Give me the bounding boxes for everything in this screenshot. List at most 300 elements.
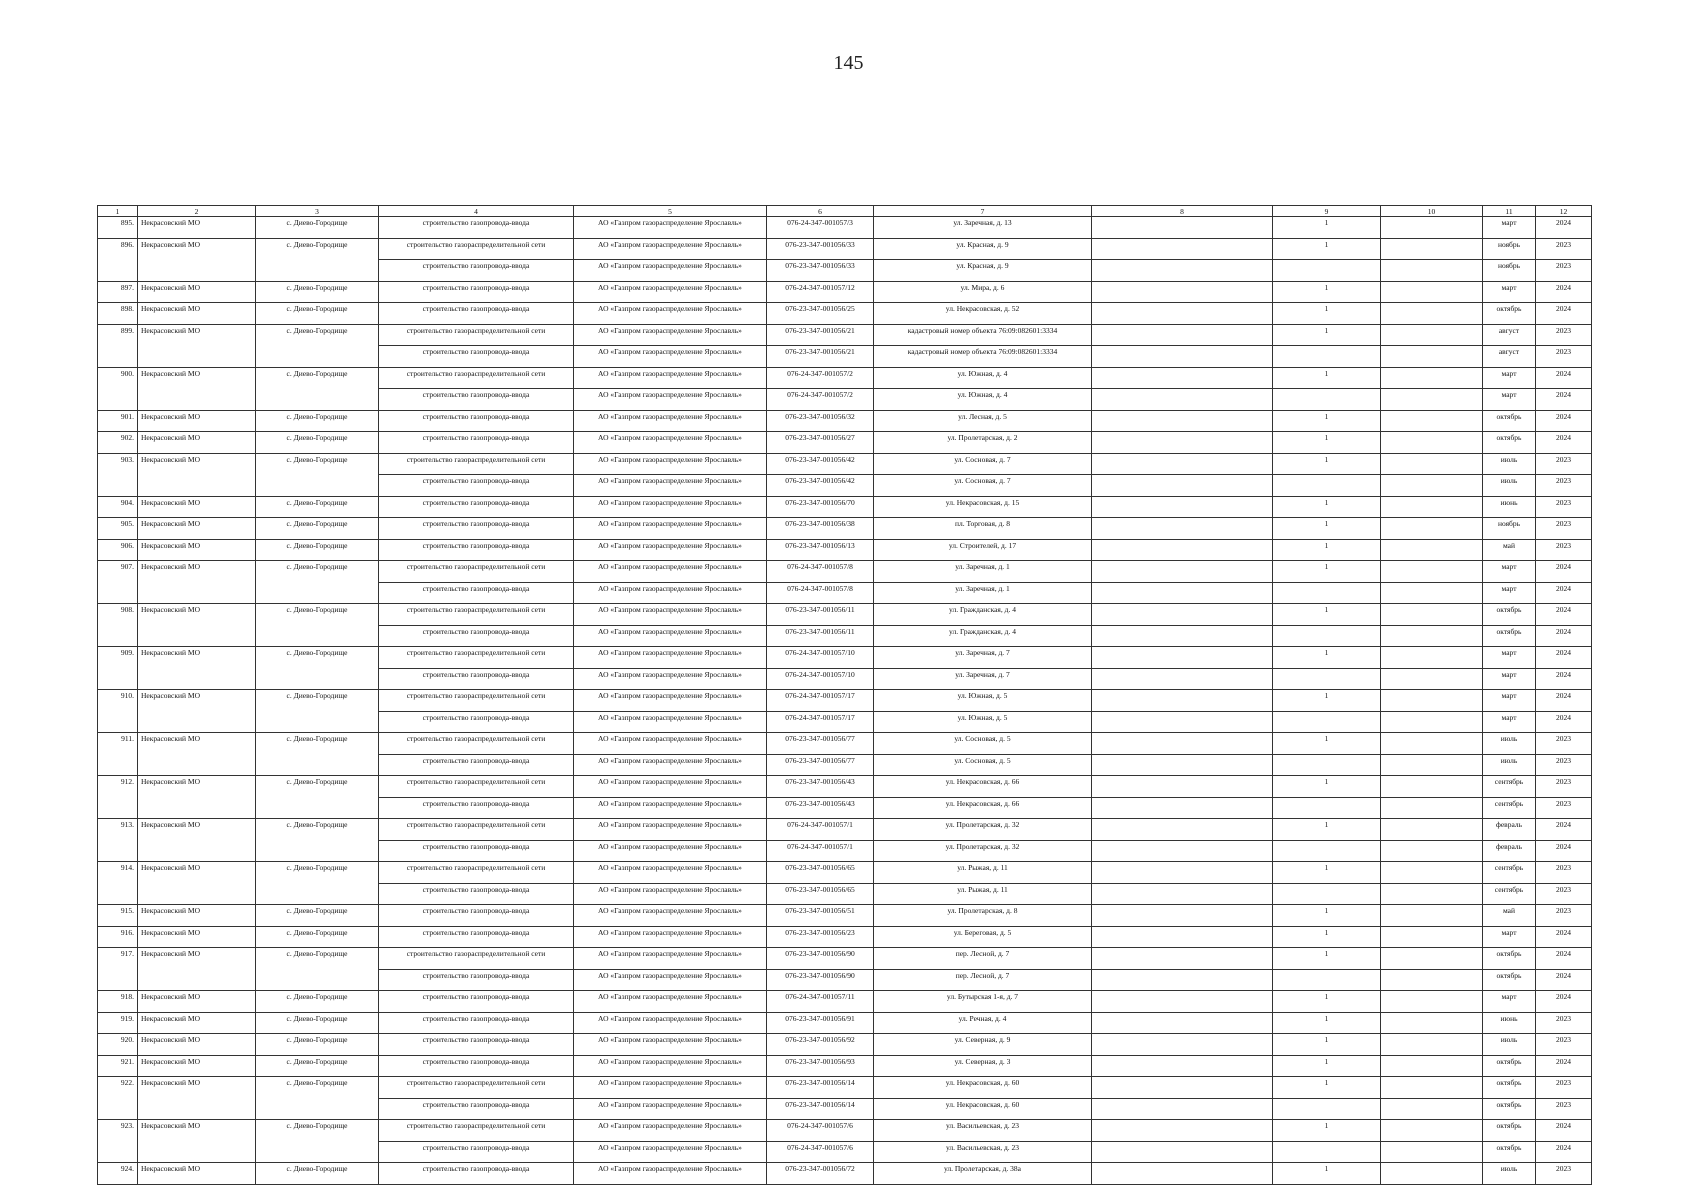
count-cell xyxy=(1273,346,1381,368)
count-cell: 1 xyxy=(1273,776,1381,798)
settlement-cell: с. Диево-Городище xyxy=(256,1034,379,1056)
column-number-5: 5 xyxy=(574,206,767,217)
row-number-cell: 920. xyxy=(98,1034,138,1056)
table-row xyxy=(98,217,1592,239)
table-row xyxy=(98,281,1592,303)
column-8-cell xyxy=(1092,324,1273,346)
column-10-cell xyxy=(1381,754,1483,776)
address-cell: ул. Северная, д. 3 xyxy=(874,1055,1092,1077)
organization-cell: АО «Газпром газораспределение Ярославль» xyxy=(574,754,767,776)
settlement-cell: с. Диево-Городище xyxy=(256,604,379,647)
work-type-cell: строительство газопровода-ввода xyxy=(379,883,574,905)
count-cell: 1 xyxy=(1273,733,1381,755)
month-cell: июнь xyxy=(1483,1012,1536,1034)
table-row xyxy=(98,238,1592,260)
row-number-cell: 896. xyxy=(98,238,138,281)
contract-number-cell: 076-24-347-001057/17 xyxy=(767,690,874,712)
year-cell: 2023 xyxy=(1536,453,1592,475)
organization-cell: АО «Газпром газораспределение Ярославль» xyxy=(574,496,767,518)
year-cell: 2023 xyxy=(1536,475,1592,497)
column-8-cell xyxy=(1092,582,1273,604)
address-cell: пер. Лесной, д. 7 xyxy=(874,969,1092,991)
municipality-cell: Некрасовский МО xyxy=(138,948,256,991)
settlement-cell: с. Диево-Городище xyxy=(256,1012,379,1034)
settlement-cell: с. Диево-Городище xyxy=(256,647,379,690)
organization-cell: АО «Газпром газораспределение Ярославль» xyxy=(574,217,767,239)
column-10-cell xyxy=(1381,819,1483,841)
month-cell: октябрь xyxy=(1483,1077,1536,1099)
row-number-cell: 898. xyxy=(98,303,138,325)
table-row xyxy=(98,690,1592,712)
column-10-cell xyxy=(1381,1141,1483,1163)
organization-cell: АО «Газпром газораспределение Ярославль» xyxy=(574,862,767,884)
work-type-cell: строительство газопровода-ввода xyxy=(379,389,574,411)
municipality-cell: Некрасовский МО xyxy=(138,1034,256,1056)
address-cell: ул. Южная, д. 5 xyxy=(874,711,1092,733)
year-cell: 2023 xyxy=(1536,346,1592,368)
year-cell: 2024 xyxy=(1536,690,1592,712)
count-cell: 1 xyxy=(1273,496,1381,518)
row-number-cell: 908. xyxy=(98,604,138,647)
work-type-cell: строительство газопровода-ввода xyxy=(379,1141,574,1163)
address-cell: ул. Некрасовская, д. 15 xyxy=(874,496,1092,518)
column-10-cell xyxy=(1381,475,1483,497)
address-cell: ул. Некрасовская, д. 66 xyxy=(874,797,1092,819)
year-cell: 2024 xyxy=(1536,1055,1592,1077)
year-cell: 2024 xyxy=(1536,410,1592,432)
contract-number-cell: 076-23-347-001056/42 xyxy=(767,453,874,475)
organization-cell: АО «Газпром газораспределение Ярославль» xyxy=(574,1120,767,1142)
table-row xyxy=(98,1163,1592,1185)
row-number-cell: 917. xyxy=(98,948,138,991)
table-row xyxy=(98,496,1592,518)
count-cell xyxy=(1273,754,1381,776)
organization-cell: АО «Газпром газораспределение Ярославль» xyxy=(574,518,767,540)
work-type-cell: строительство газораспределительной сети xyxy=(379,1120,574,1142)
work-type-cell: строительство газопровода-ввода xyxy=(379,991,574,1013)
address-cell: ул. Сосновая, д. 5 xyxy=(874,733,1092,755)
organization-cell: АО «Газпром газораспределение Ярославль» xyxy=(574,690,767,712)
column-8-cell xyxy=(1092,862,1273,884)
table-row xyxy=(98,1034,1592,1056)
month-cell: сентябрь xyxy=(1483,776,1536,798)
work-type-cell: строительство газопровода-ввода xyxy=(379,625,574,647)
work-type-cell: строительство газопровода-ввода xyxy=(379,754,574,776)
count-cell xyxy=(1273,1141,1381,1163)
column-8-cell xyxy=(1092,690,1273,712)
year-cell: 2024 xyxy=(1536,948,1592,970)
column-8-cell xyxy=(1092,797,1273,819)
municipality-cell: Некрасовский МО xyxy=(138,238,256,281)
month-cell: октябрь xyxy=(1483,1098,1536,1120)
row-number-cell: 899. xyxy=(98,324,138,367)
settlement-cell: с. Диево-Городище xyxy=(256,1055,379,1077)
work-type-cell: строительство газопровода-ввода xyxy=(379,1163,574,1185)
work-type-cell: строительство газопровода-ввода xyxy=(379,303,574,325)
settlement-cell: с. Диево-Городище xyxy=(256,733,379,776)
settlement-cell: с. Диево-Городище xyxy=(256,948,379,991)
column-number-9: 9 xyxy=(1273,206,1381,217)
column-10-cell xyxy=(1381,389,1483,411)
column-number-6: 6 xyxy=(767,206,874,217)
municipality-cell: Некрасовский МО xyxy=(138,604,256,647)
work-type-cell: строительство газопровода-ввода xyxy=(379,410,574,432)
column-8-cell xyxy=(1092,711,1273,733)
address-cell: ул. Васильевская, д. 23 xyxy=(874,1120,1092,1142)
settlement-cell: с. Диево-Городище xyxy=(256,905,379,927)
table-row xyxy=(98,1120,1592,1142)
column-number-10: 10 xyxy=(1381,206,1483,217)
column-8-cell xyxy=(1092,453,1273,475)
month-cell: сентябрь xyxy=(1483,862,1536,884)
organization-cell: АО «Газпром газораспределение Ярославль» xyxy=(574,733,767,755)
municipality-cell: Некрасовский МО xyxy=(138,453,256,496)
table-row xyxy=(98,905,1592,927)
count-cell: 1 xyxy=(1273,604,1381,626)
column-8-cell xyxy=(1092,1012,1273,1034)
settlement-cell: с. Диево-Городище xyxy=(256,324,379,367)
municipality-cell: Некрасовский МО xyxy=(138,561,256,604)
municipality-cell: Некрасовский МО xyxy=(138,410,256,432)
contract-number-cell: 076-23-347-001056/90 xyxy=(767,969,874,991)
row-number-cell: 911. xyxy=(98,733,138,776)
address-cell: кадастровый номер объекта 76:09:082601:3334 xyxy=(874,346,1092,368)
year-cell: 2024 xyxy=(1536,389,1592,411)
organization-cell: АО «Газпром газораспределение Ярославль» xyxy=(574,883,767,905)
contract-number-cell: 076-23-347-001056/38 xyxy=(767,518,874,540)
row-number-cell: 921. xyxy=(98,1055,138,1077)
column-number-header xyxy=(98,206,1592,217)
year-cell: 2023 xyxy=(1536,754,1592,776)
municipality-cell: Некрасовский МО xyxy=(138,496,256,518)
row-number-cell: 897. xyxy=(98,281,138,303)
column-8-cell xyxy=(1092,668,1273,690)
contract-number-cell: 076-24-347-001057/8 xyxy=(767,582,874,604)
row-number-cell: 916. xyxy=(98,926,138,948)
month-cell: июль xyxy=(1483,1034,1536,1056)
row-number-cell: 914. xyxy=(98,862,138,905)
work-type-cell: строительство газопровода-ввода xyxy=(379,926,574,948)
organization-cell: АО «Газпром газораспределение Ярославль» xyxy=(574,1012,767,1034)
contract-number-cell: 076-23-347-001056/33 xyxy=(767,260,874,282)
count-cell: 1 xyxy=(1273,539,1381,561)
organization-cell: АО «Газпром газораспределение Ярославль» xyxy=(574,711,767,733)
address-cell: ул. Сосновая, д. 7 xyxy=(874,453,1092,475)
page-number: 145 xyxy=(833,52,864,74)
column-10-cell xyxy=(1381,1077,1483,1099)
count-cell xyxy=(1273,668,1381,690)
table-row xyxy=(98,926,1592,948)
column-10-cell xyxy=(1381,604,1483,626)
column-number-11: 11 xyxy=(1483,206,1536,217)
month-cell: май xyxy=(1483,905,1536,927)
organization-cell: АО «Газпром газораспределение Ярославль» xyxy=(574,797,767,819)
address-cell: ул. Некрасовская, д. 60 xyxy=(874,1098,1092,1120)
municipality-cell: Некрасовский МО xyxy=(138,1012,256,1034)
column-10-cell xyxy=(1381,410,1483,432)
contract-number-cell: 076-23-347-001056/21 xyxy=(767,346,874,368)
work-type-cell: строительство газораспределительной сети xyxy=(379,819,574,841)
column-8-cell xyxy=(1092,819,1273,841)
column-10-cell xyxy=(1381,776,1483,798)
year-cell: 2024 xyxy=(1536,840,1592,862)
column-8-cell xyxy=(1092,518,1273,540)
work-type-cell: строительство газораспределительной сети xyxy=(379,453,574,475)
column-8-cell xyxy=(1092,561,1273,583)
work-type-cell: строительство газопровода-ввода xyxy=(379,1034,574,1056)
column-8-cell xyxy=(1092,1055,1273,1077)
column-8-cell xyxy=(1092,1077,1273,1099)
organization-cell: АО «Газпром газораспределение Ярославль» xyxy=(574,303,767,325)
column-10-cell xyxy=(1381,1055,1483,1077)
count-cell: 1 xyxy=(1273,1163,1381,1185)
work-type-cell: строительство газораспределительной сети xyxy=(379,862,574,884)
table-row xyxy=(98,647,1592,669)
month-cell: июль xyxy=(1483,754,1536,776)
month-cell: октябрь xyxy=(1483,432,1536,454)
column-8-cell xyxy=(1092,1163,1273,1185)
month-cell: март xyxy=(1483,281,1536,303)
month-cell: ноябрь xyxy=(1483,238,1536,260)
organization-cell: АО «Газпром газораспределение Ярославль» xyxy=(574,1077,767,1099)
count-cell: 1 xyxy=(1273,217,1381,239)
count-cell xyxy=(1273,1098,1381,1120)
address-cell: ул. Бутырская 1-я, д. 7 xyxy=(874,991,1092,1013)
column-10-cell xyxy=(1381,905,1483,927)
organization-cell: АО «Газпром газораспределение Ярославль» xyxy=(574,1163,767,1185)
month-cell: июль xyxy=(1483,1163,1536,1185)
column-8-cell xyxy=(1092,905,1273,927)
row-number-cell: 895. xyxy=(98,217,138,239)
year-cell: 2023 xyxy=(1536,238,1592,260)
contract-number-cell: 076-23-347-001056/32 xyxy=(767,410,874,432)
column-10-cell xyxy=(1381,367,1483,389)
address-cell: ул. Некрасовская, д. 52 xyxy=(874,303,1092,325)
count-cell xyxy=(1273,840,1381,862)
contract-number-cell: 076-23-347-001056/93 xyxy=(767,1055,874,1077)
row-number-cell: 922. xyxy=(98,1077,138,1120)
month-cell: сентябрь xyxy=(1483,797,1536,819)
table-row xyxy=(98,733,1592,755)
column-10-cell xyxy=(1381,733,1483,755)
year-cell: 2023 xyxy=(1536,797,1592,819)
municipality-cell: Некрасовский МО xyxy=(138,690,256,733)
year-cell: 2023 xyxy=(1536,1163,1592,1185)
count-cell: 1 xyxy=(1273,238,1381,260)
month-cell: август xyxy=(1483,346,1536,368)
contract-number-cell: 076-24-347-001057/12 xyxy=(767,281,874,303)
column-10-cell xyxy=(1381,217,1483,239)
column-10-cell xyxy=(1381,711,1483,733)
column-8-cell xyxy=(1092,367,1273,389)
address-cell: ул. Южная, д. 4 xyxy=(874,389,1092,411)
month-cell: февраль xyxy=(1483,840,1536,862)
municipality-cell: Некрасовский МО xyxy=(138,862,256,905)
organization-cell: АО «Газпром газораспределение Ярославль» xyxy=(574,238,767,260)
column-10-cell xyxy=(1381,1120,1483,1142)
address-cell: ул. Сосновая, д. 7 xyxy=(874,475,1092,497)
count-cell: 1 xyxy=(1273,1055,1381,1077)
work-type-cell: строительство газораспределительной сети xyxy=(379,948,574,970)
year-cell: 2024 xyxy=(1536,582,1592,604)
organization-cell: АО «Газпром газораспределение Ярославль» xyxy=(574,948,767,970)
count-cell: 1 xyxy=(1273,862,1381,884)
organization-cell: АО «Газпром газораспределение Ярославль» xyxy=(574,926,767,948)
count-cell: 1 xyxy=(1273,281,1381,303)
contract-number-cell: 076-24-347-001057/2 xyxy=(767,389,874,411)
month-cell: март xyxy=(1483,389,1536,411)
column-10-cell xyxy=(1381,862,1483,884)
table-row xyxy=(98,303,1592,325)
month-cell: март xyxy=(1483,668,1536,690)
address-cell: ул. Береговая, д. 5 xyxy=(874,926,1092,948)
work-type-cell: строительство газопровода-ввода xyxy=(379,475,574,497)
settlement-cell: с. Диево-Городище xyxy=(256,432,379,454)
settlement-cell: с. Диево-Городище xyxy=(256,776,379,819)
column-8-cell xyxy=(1092,733,1273,755)
column-10-cell xyxy=(1381,539,1483,561)
contract-number-cell: 076-23-347-001056/25 xyxy=(767,303,874,325)
count-cell: 1 xyxy=(1273,303,1381,325)
table-row xyxy=(98,819,1592,841)
municipality-cell: Некрасовский МО xyxy=(138,539,256,561)
column-8-cell xyxy=(1092,926,1273,948)
address-cell: ул. Рыжая, д. 11 xyxy=(874,862,1092,884)
count-cell: 1 xyxy=(1273,453,1381,475)
row-number-cell: 903. xyxy=(98,453,138,496)
month-cell: октябрь xyxy=(1483,948,1536,970)
column-number-2: 2 xyxy=(138,206,256,217)
column-10-cell xyxy=(1381,561,1483,583)
work-type-cell: строительство газопровода-ввода xyxy=(379,969,574,991)
column-8-cell xyxy=(1092,260,1273,282)
municipality-cell: Некрасовский МО xyxy=(138,647,256,690)
column-8-cell xyxy=(1092,346,1273,368)
address-cell: ул. Речная, д. 4 xyxy=(874,1012,1092,1034)
year-cell: 2024 xyxy=(1536,432,1592,454)
year-cell: 2024 xyxy=(1536,668,1592,690)
year-cell: 2024 xyxy=(1536,303,1592,325)
contract-number-cell: 076-24-347-001057/11 xyxy=(767,991,874,1013)
municipality-cell: Некрасовский МО xyxy=(138,324,256,367)
column-10-cell xyxy=(1381,883,1483,905)
count-cell xyxy=(1273,797,1381,819)
work-type-cell: строительство газопровода-ввода xyxy=(379,260,574,282)
organization-cell: АО «Газпром газораспределение Ярославль» xyxy=(574,453,767,475)
address-cell: ул. Южная, д. 5 xyxy=(874,690,1092,712)
year-cell: 2023 xyxy=(1536,260,1592,282)
table-row xyxy=(98,776,1592,798)
row-number-cell: 924. xyxy=(98,1163,138,1185)
address-cell: ул. Южная, д. 4 xyxy=(874,367,1092,389)
address-cell: ул. Северная, д. 9 xyxy=(874,1034,1092,1056)
organization-cell: АО «Газпром газораспределение Ярославль» xyxy=(574,367,767,389)
table-row xyxy=(98,561,1592,583)
year-cell: 2023 xyxy=(1536,905,1592,927)
year-cell: 2024 xyxy=(1536,367,1592,389)
settlement-cell: с. Диево-Городище xyxy=(256,281,379,303)
address-cell: ул. Заречная, д. 7 xyxy=(874,668,1092,690)
column-10-cell xyxy=(1381,281,1483,303)
work-type-cell: строительство газораспределительной сети xyxy=(379,367,574,389)
column-10-cell xyxy=(1381,582,1483,604)
count-cell xyxy=(1273,582,1381,604)
count-cell: 1 xyxy=(1273,1077,1381,1099)
month-cell: октябрь xyxy=(1483,1141,1536,1163)
count-cell: 1 xyxy=(1273,410,1381,432)
organization-cell: АО «Газпром газораспределение Ярославль» xyxy=(574,905,767,927)
settlement-cell: с. Диево-Городище xyxy=(256,303,379,325)
address-cell: ул. Сосновая, д. 5 xyxy=(874,754,1092,776)
contract-number-cell: 076-23-347-001056/92 xyxy=(767,1034,874,1056)
column-8-cell xyxy=(1092,754,1273,776)
settlement-cell: с. Диево-Городище xyxy=(256,819,379,862)
count-cell xyxy=(1273,625,1381,647)
column-10-cell xyxy=(1381,496,1483,518)
contract-number-cell: 076-23-347-001056/51 xyxy=(767,905,874,927)
table-row xyxy=(98,410,1592,432)
year-cell: 2024 xyxy=(1536,711,1592,733)
address-cell: ул. Гражданская, д. 4 xyxy=(874,625,1092,647)
contract-number-cell: 076-24-347-001057/8 xyxy=(767,561,874,583)
column-10-cell xyxy=(1381,668,1483,690)
work-type-cell: строительство газопровода-ввода xyxy=(379,905,574,927)
address-cell: ул. Заречная, д. 13 xyxy=(874,217,1092,239)
work-type-cell: строительство газопровода-ввода xyxy=(379,1055,574,1077)
year-cell: 2024 xyxy=(1536,1120,1592,1142)
organization-cell: АО «Газпром газораспределение Ярославль» xyxy=(574,625,767,647)
address-cell: ул. Пролетарская, д. 32 xyxy=(874,819,1092,841)
work-type-cell: строительство газораспределительной сети xyxy=(379,733,574,755)
organization-cell: АО «Газпром газораспределение Ярославль» xyxy=(574,668,767,690)
municipality-cell: Некрасовский МО xyxy=(138,926,256,948)
table-row xyxy=(98,604,1592,626)
contract-number-cell: 076-24-347-001057/10 xyxy=(767,668,874,690)
table-row xyxy=(98,432,1592,454)
column-10-cell xyxy=(1381,948,1483,970)
count-cell: 1 xyxy=(1273,819,1381,841)
count-cell xyxy=(1273,389,1381,411)
year-cell: 2023 xyxy=(1536,518,1592,540)
work-type-cell: строительство газопровода-ввода xyxy=(379,797,574,819)
row-number-cell: 919. xyxy=(98,1012,138,1034)
table-row xyxy=(98,1055,1592,1077)
year-cell: 2023 xyxy=(1536,1077,1592,1099)
month-cell: июль xyxy=(1483,475,1536,497)
column-8-cell xyxy=(1092,840,1273,862)
table-row xyxy=(98,948,1592,970)
count-cell: 1 xyxy=(1273,1120,1381,1142)
year-cell: 2024 xyxy=(1536,969,1592,991)
month-cell: август xyxy=(1483,324,1536,346)
month-cell: ноябрь xyxy=(1483,518,1536,540)
organization-cell: АО «Газпром газораспределение Ярославль» xyxy=(574,475,767,497)
settlement-cell: с. Диево-Городище xyxy=(256,496,379,518)
contract-number-cell: 076-23-347-001056/23 xyxy=(767,926,874,948)
month-cell: март xyxy=(1483,582,1536,604)
column-number-12: 12 xyxy=(1536,206,1592,217)
year-cell: 2024 xyxy=(1536,604,1592,626)
address-cell: ул. Заречная, д. 7 xyxy=(874,647,1092,669)
settlement-cell: с. Диево-Городище xyxy=(256,410,379,432)
count-cell: 1 xyxy=(1273,1034,1381,1056)
column-8-cell xyxy=(1092,1034,1273,1056)
municipality-cell: Некрасовский МО xyxy=(138,518,256,540)
work-type-cell: строительство газопровода-ввода xyxy=(379,346,574,368)
address-cell: ул. Васильевская, д. 23 xyxy=(874,1141,1092,1163)
row-number-cell: 915. xyxy=(98,905,138,927)
municipality-cell: Некрасовский МО xyxy=(138,905,256,927)
